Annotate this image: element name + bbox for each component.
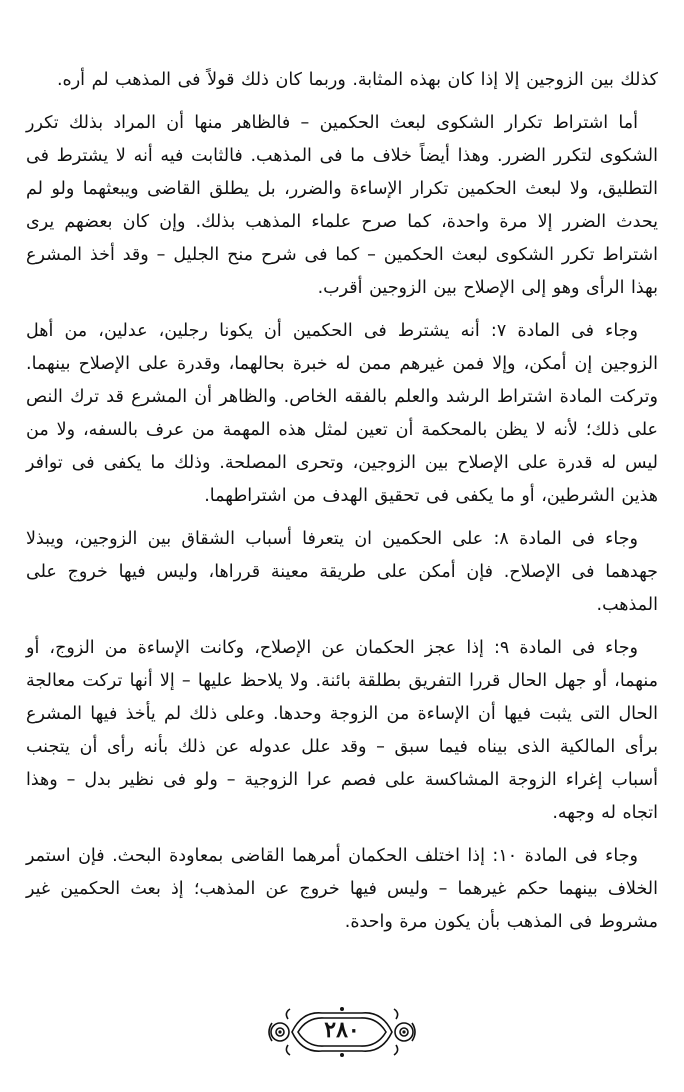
page-number: ٢٨٠	[324, 1017, 360, 1043]
paragraph-2: أما اشتراط تكرار الشكوى لبعث الحكمين – فالظاهر منها أن المراد بذلك تكرر الشكوى لتكرر الضرر. وهذا أيضاً خلاف ما فى المذهب. فالثابت فيه أنه لا يشترط فى التطليق، ولا لبعث الحكمين تكرار الإساءة والضرر، بل يطلق القاضى ويبعثهما ولو لم يحدث الضرر إلا مرة واحدة، كما صرح علماء المذهب بذلك. وإن كان بعضهم يرى اشتراط تكرر الشكوى لبعث الحكمين – كما فى شرح منح الجليل – وقد أخذ المشرع بهذا الرأى وهو إلى الإصلاح بين الزوجين أقرب.	[26, 113, 658, 298]
paragraph-5: وجاء فى المادة ٩: إذا عجز الحكمان عن الإصلاح، وكانت الإساءة من الزوج، أو منهما، أو جهل الحال قررا التفريق بطلقة بائنة. ولا يلاحظ عليها – إلا أنها تركت معالجة الحال التى يثبت فيها أن الإساءة من الزوجة وحدها. وعلى ذلك لم يأخذ فيها المشرع برأى المالكية الذى بيناه فيما سبق – وقد علل عدوله عن ذلك بأنه رأى أن يتجنب أسباب إغراء الزوجة المشاكسة على فصم عرا الزوجية – ولو فى نظير بدل – وهذا اتجاه له وجهه.	[26, 638, 658, 823]
paragraph-6: وجاء فى المادة ١٠: إذا اختلف الحكمان أمرهما القاضى بمعاودة البحث. فإن استمر الخلاف بينهما حكم غيرهما – وليس فيها خروج عن المذهب؛ إذ بعث الحكمين غير مشروط فى المذهب بأن يكون مرة واحدة.	[26, 846, 658, 932]
page-number-ornament	[262, 1003, 422, 1061]
paragraph-4: وجاء فى المادة ٨: على الحكمين ان يتعرفا أسباب الشقاق بين الزوجين، ويبذلا جهدهما فى الإصلاح. فإن أمكن على طريقة معينة قرراها، وليس فيها خروج على المذهب.	[26, 529, 658, 615]
page-footer	[0, 1002, 684, 1062]
paragraph-1: كذلك بين الزوجين إلا إذا كان بهذه المثابة. وربما كان ذلك قولاً فى المذهب لم أره.	[56, 70, 658, 90]
paragraph-3: وجاء فى المادة ٧: أنه يشترط فى الحكمين أن يكونا رجلين، عدلين، من أهل الزوجين إن أمكن، وإلا فمن غيرهم ممن له خبرة بحالهما، وقدرة على الإصلاح بينهما. وتركت المادة اشتراط الرشد والعلم بالفقه الخاص. والظاهر أن المشرع قد ترك النص على ذلك؛ لأنه لا يظن بالمحكمة أن تعين لمثل هذه المهمة من عرف بالسفه، ولا من ليس له قدرة على الإصلاح بين الزوجين، وتحرى المصلحة. وذلك ما يكفى فى توافر هذين الشرطين، أو ما يكفى فى تحقيق الهدف من اشتراطهما.	[26, 321, 658, 506]
page-body	[26, 64, 658, 949]
